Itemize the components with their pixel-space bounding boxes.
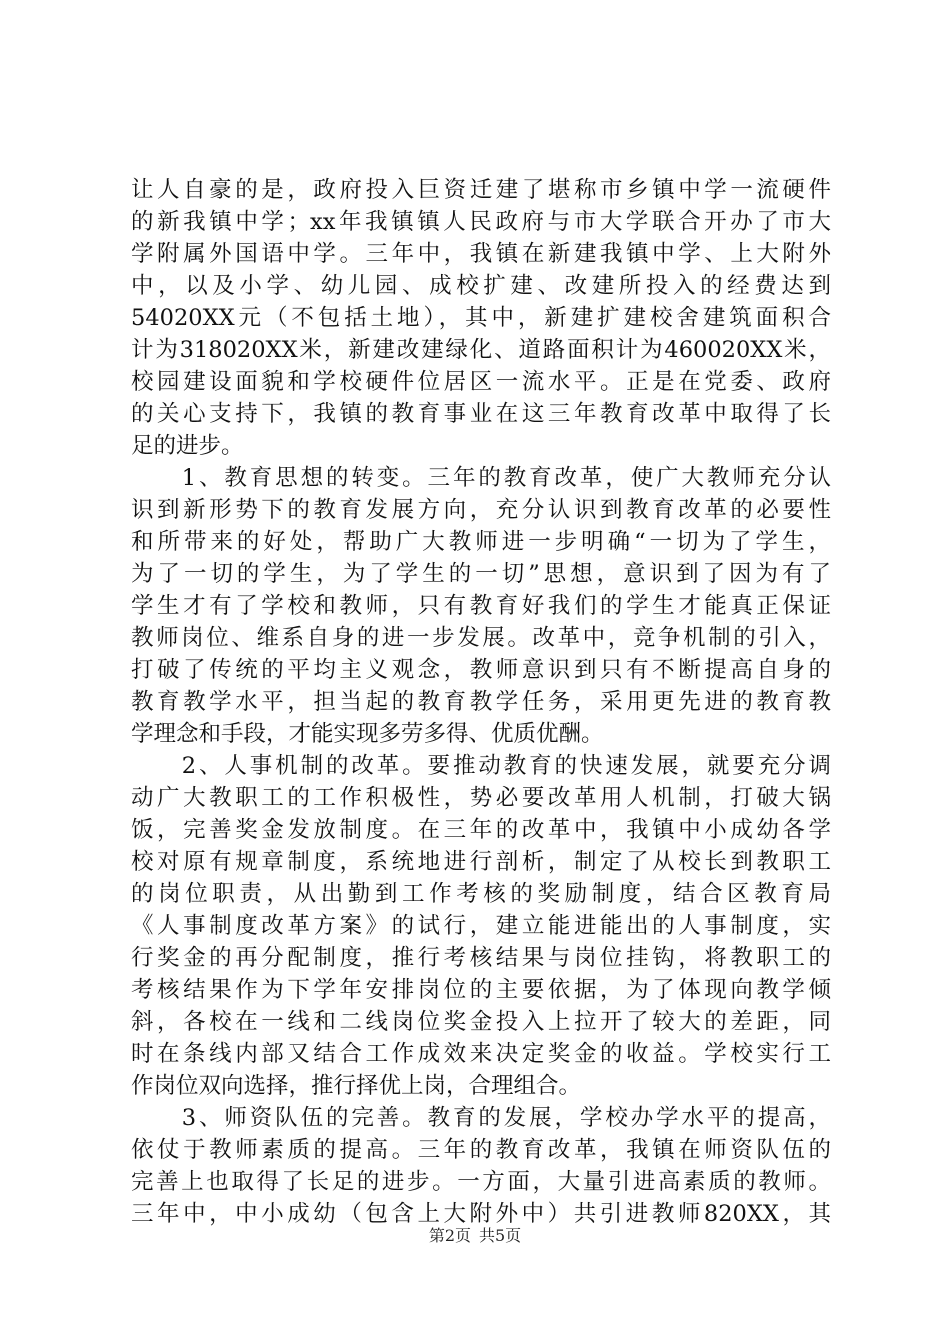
text-line: 学附属外国语中学。三年中，我镇在新建我镇中学、上大附外 [131,241,831,267]
text-line: 让人自豪的是，政府投入巨资迁建了堪称市乡镇中学一流硬件 [131,177,831,203]
document-body [131,174,831,1230]
text-line: 斜，各校在一线和二线岗位奖金投入上拉开了较大的差距，同 [131,1009,831,1035]
text-line: 校对原有规章制度，系统地进行剖析，制定了从校长到教职工 [131,849,831,875]
text-line: 三年中，中小成幼（包含上大附外中）共引进教师820XX，其 [131,1201,831,1227]
text-line: 打破了传统的平均主义观念，教师意识到只有不断提高自身的 [131,657,831,683]
text-line: 中，以及小学、幼儿园、成校扩建、改建所投入的经费达到 [131,273,831,299]
text-line: 学理念和手段，才能实现多劳多得、优质优酬。 [131,721,604,747]
text-line: 时在条线内部又结合工作成效来决定奖金的收益。学校实行工 [131,1041,831,1067]
text-line: 《人事制度改革方案》的试行，建立能进能出的人事制度，实 [131,913,831,939]
text-line: 学生才有了学校和教师，只有教育好我们的学生才能真正保证 [131,593,831,619]
text-line: 教师岗位、维系自身的进一步发展。改革中，竞争机制的引入， [131,625,831,651]
text-line: 为了一切的学生，为了学生的一切”思想，意识到了因为有了 [131,561,831,587]
text-line: 作岗位双向选择，推行择优上岗，合理组合。 [131,1073,582,1099]
text-line: 考核结果作为下学年安排岗位的主要依据，为了体现向教学倾 [131,977,831,1003]
text-line: 饭，完善奖金发放制度。在三年的改革中，我镇中小成幼各学 [131,817,831,843]
text-line: 计为318020XX米，新建改建绿化、道路面积计为460020XX米， [131,337,831,363]
text-line: 行奖金的再分配制度，推行考核结果与岗位挂钩，将教职工的 [131,945,831,971]
text-line: 识到新形势下的教育发展方向，充分认识到教育改革的必要性 [131,497,831,523]
page-number: 第2页 [428,1226,471,1245]
text-line: 的新我镇中学；xx年我镇镇人民政府与市大学联合开办了市大 [131,209,831,235]
page-total: 共5页 [479,1226,522,1245]
text-line: 和所带来的好处，帮助广大教师进一步明确“一切为了学生， [131,529,831,555]
text-line: 3、师资队伍的完善。教育的发展，学校办学水平的提高， [131,1105,831,1131]
text-line: 2、人事机制的改革。要推动教育的快速发展，就要充分调 [131,753,831,779]
text-line: 校园建设面貌和学校硬件位居区一流水平。正是在党委、政府 [131,369,831,395]
text-line: 足的进步。 [131,433,244,459]
text-line: 教育教学水平，担当起的教育教学任务，采用更先进的教育教 [131,689,831,715]
page-footer [0,1226,950,1246]
text-line: 动广大教职工的工作积极性，势必要改革用人机制，打破大锅 [131,785,831,811]
text-line: 的岗位职责，从出勤到工作考核的奖励制度，结合区教育局 [131,881,831,907]
text-line: 54020XX元（不包括土地），其中，新建扩建校舍建筑面积合 [131,305,831,331]
text-line: 1、教育思想的转变。三年的教育改革，使广大教师充分认 [131,465,831,491]
text-line: 依仗于教师素质的提高。三年的教育改革，我镇在师资队伍的 [131,1137,831,1163]
text-line: 完善上也取得了长足的进步。一方面，大量引进高素质的教师。 [131,1169,831,1195]
text-line: 的关心支持下，我镇的教育事业在这三年教育改革中取得了长 [131,401,831,427]
